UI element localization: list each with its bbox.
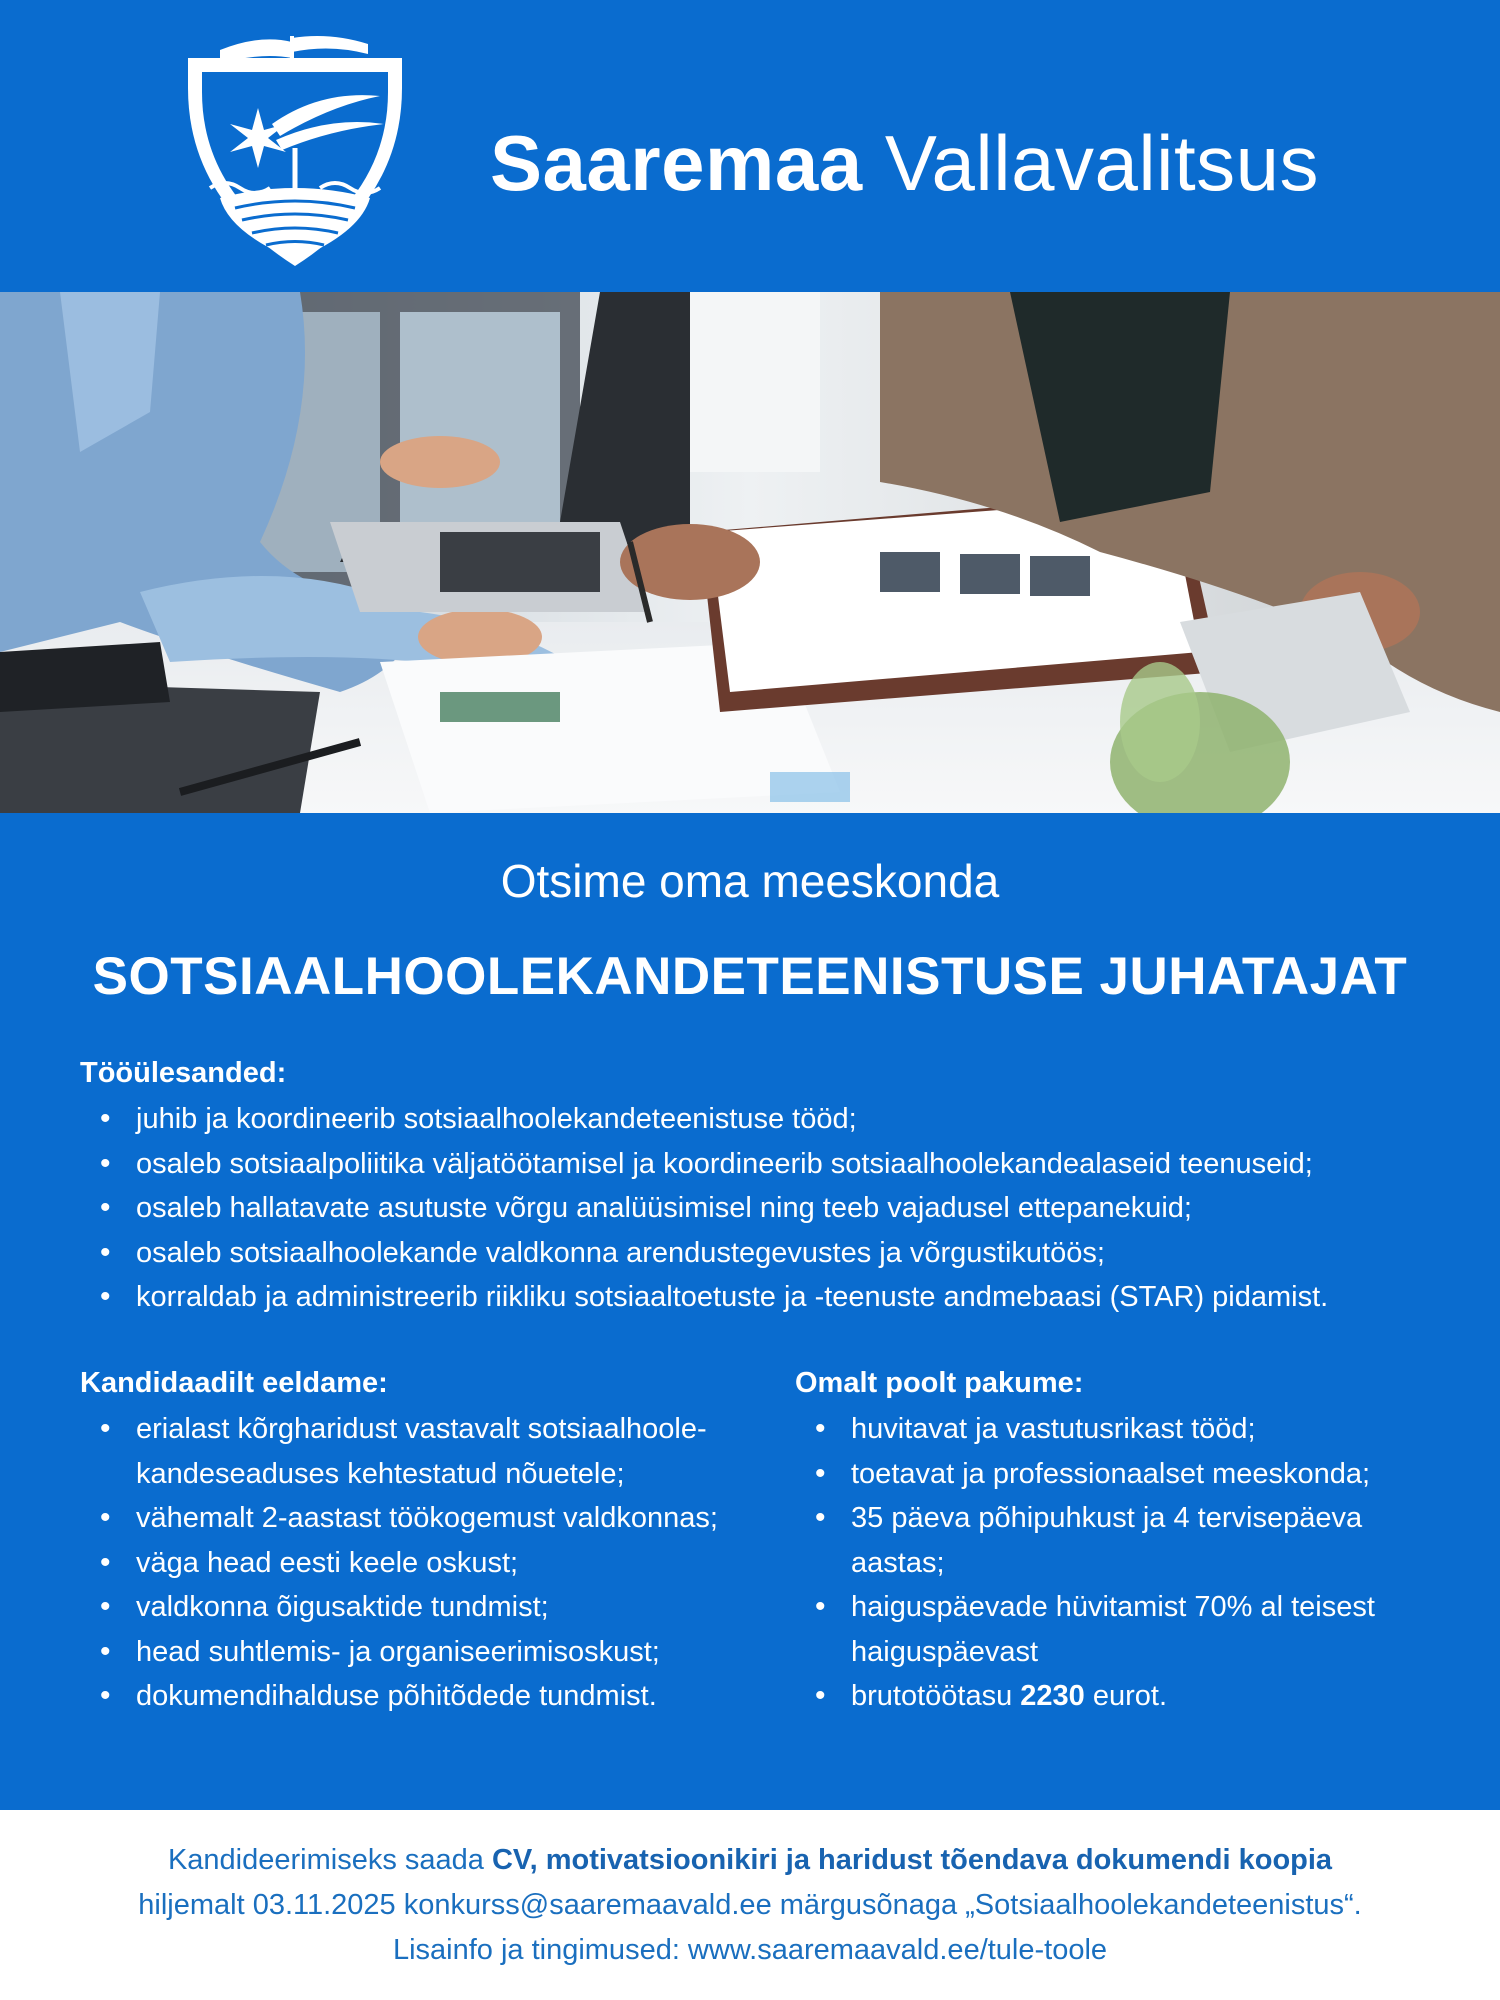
header-banner xyxy=(0,0,1500,292)
tasks-section xyxy=(80,1053,1460,1320)
list-item: • juhib ja koordineerib sotsiaalhoolekandeteenistuse tööd; xyxy=(80,1097,1460,1142)
requirements-list xyxy=(80,1407,780,1719)
coat-of-arms-icon xyxy=(180,28,410,273)
offer-list xyxy=(795,1407,1435,1719)
requirements-heading: Kandidaadilt eeldame: xyxy=(80,1367,388,1399)
list-item: • haiguspäevade hüvitamist 70% al teisest haiguspäevast xyxy=(795,1585,1435,1674)
main-content xyxy=(0,813,1500,1810)
list-item: • osaleb sotsiaalpoliitika väljatöötamisel ja koordineerib sotsiaalhoolekandealaseid teenuseid; xyxy=(80,1142,1460,1187)
brand-regular: Vallavalitsus xyxy=(884,119,1320,207)
salary-amount: 2230 xyxy=(1020,1680,1085,1712)
offer-heading: Omalt poolt pakume: xyxy=(795,1367,1084,1399)
list-item: • head suhtlemis- ja organiseerimisoskust; xyxy=(80,1630,780,1675)
job-title: SOTSIAALHOOLEKANDETEENISTUSE JUHATAJAT xyxy=(92,947,1408,1006)
list-item: • vähemalt 2-aastast töökogemust valdkonnas; xyxy=(80,1496,780,1541)
organization-name xyxy=(490,118,1319,208)
more-info: Lisainfo ja tingimused: www.saaremaavald.ee/tule-toole xyxy=(392,1934,1108,1966)
brand-bold: Saaremaa xyxy=(490,119,863,207)
list-item: • dokumendihalduse põhitõdede tundmist. xyxy=(80,1674,780,1719)
salary-suffix: eurot. xyxy=(1092,1680,1168,1712)
list-item: • erialast kõrgharidust vastavalt sotsiaalhoole-kandeseaduses kehtestatud nõuetele; xyxy=(80,1407,780,1496)
list-item: • osaleb sotsiaalhoolekande valdkonna arendustegevustes ja võrgustikutöös; xyxy=(80,1231,1460,1276)
list-item: • huvitavat ja vastutusrikast tööd; xyxy=(795,1407,1435,1452)
list-item: • 35 päeva põhipuhkust ja 4 tervisepäeva aastas; xyxy=(795,1496,1435,1585)
list-item: • valdkonna õigusaktide tundmist; xyxy=(80,1585,780,1630)
list-item: • osaleb hallatavate asutuste võrgu analüüsimisel ning teeb vajadusel ettepanekuid; xyxy=(80,1186,1460,1231)
list-item: • korraldab ja administreerib riikliku sotsiaaltoetuste ja -teenuste andmebaasi (STAR) pidamist. xyxy=(80,1275,1460,1320)
apply-instructions xyxy=(0,1810,1500,1883)
offer-section xyxy=(795,1363,1435,1719)
tasks-heading: Tööülesanded: xyxy=(80,1057,287,1089)
apply-prefix: Kandideerimiseks saada xyxy=(167,1844,484,1876)
tasks-list xyxy=(80,1097,1460,1320)
list-item: • toetavat ja professionaalset meeskonda; xyxy=(795,1452,1435,1497)
apply-documents: CV, motivatsioonikiri ja haridust tõendava dokumendi koopia xyxy=(491,1844,1333,1876)
office-meeting-photo xyxy=(0,292,1500,813)
footer xyxy=(0,1810,1500,2000)
requirements-section xyxy=(80,1363,780,1719)
salary-prefix: brutotöötasu xyxy=(851,1680,1013,1712)
lead-text: Otsime oma meeskonda xyxy=(500,855,1000,907)
salary-item xyxy=(795,1674,1435,1719)
deadline-contact: hiljemalt 03.11.2025 konkurss@saaremaavald.ee märgusõnaga „Sotsiaalhoolekandeteenistus“. xyxy=(138,1889,1362,1921)
list-item: • väga head eesti keele oskust; xyxy=(80,1541,780,1586)
